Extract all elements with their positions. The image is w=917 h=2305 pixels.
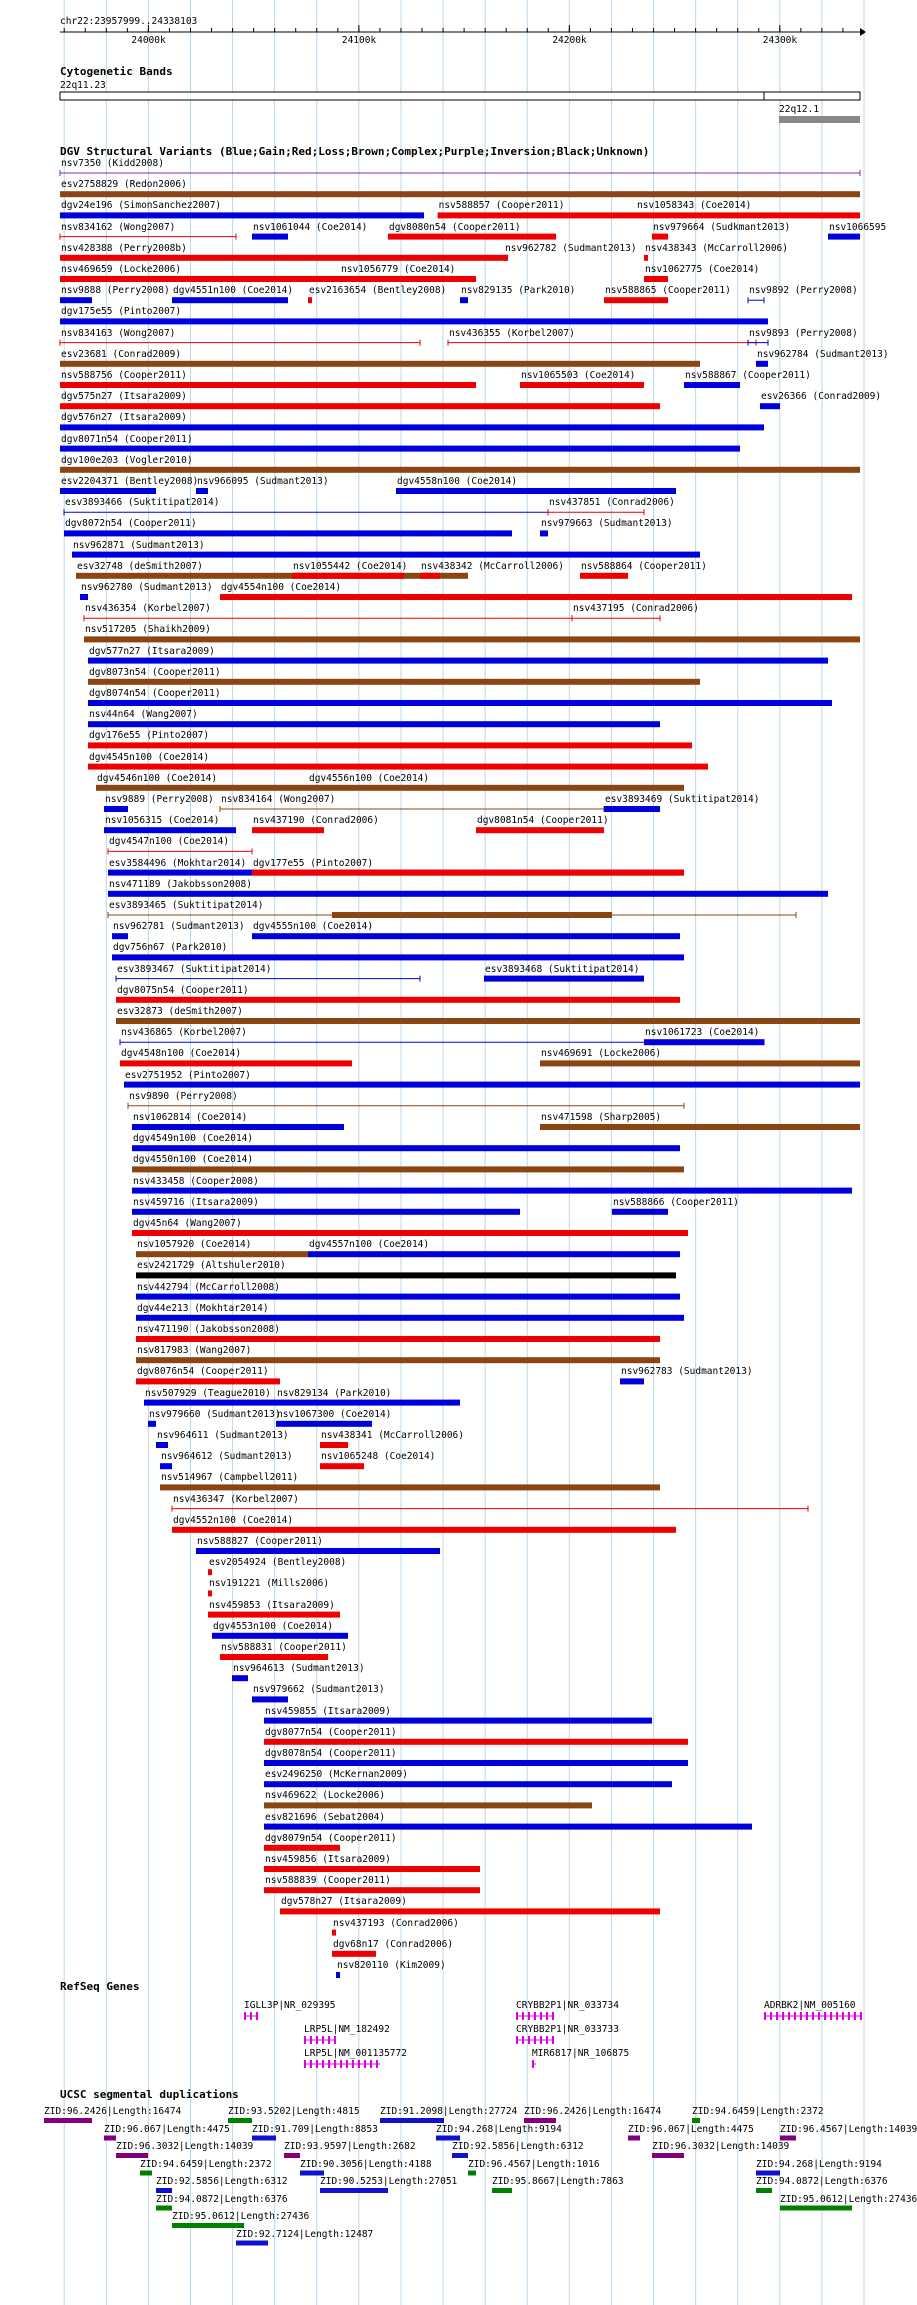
- dgv-variant-label[interactable]: nsv9889 (Perry2008): [105, 794, 214, 805]
- dgv-variant-label[interactable]: nsv459853 (Itsara2009): [209, 1599, 335, 1611]
- dgv-variant-label[interactable]: nsv1061044 (Coe2014): [253, 221, 368, 233]
- dgv-variant-label[interactable]: nsv962782 (Sudmant2013): [505, 242, 637, 254]
- ruler-tick-label[interactable]: 24000k: [131, 35, 166, 46]
- dgv-variant-label[interactable]: nsv9890 (Perry2008): [129, 1090, 238, 1102]
- dgv-variant-label[interactable]: nsv191221 (Mills2006): [209, 1578, 330, 1590]
- dgv-variant-label[interactable]: nsv588827 (Cooper2011): [197, 1536, 323, 1547]
- segdup-label[interactable]: ZID:92.7124|Length:12487: [236, 2228, 374, 2240]
- dgv-variant-label[interactable]: nsv507929 (Teague2010): [145, 1387, 271, 1399]
- dgv-variant-label[interactable]: dgv4554n100 (Coe2014): [221, 582, 342, 593]
- dgv-variant-label[interactable]: nsv966095 (Sudmant2013): [197, 476, 329, 487]
- segdup-label[interactable]: ZID:95.0612|Length:27436: [172, 2211, 310, 2222]
- dgv-variant-label[interactable]: nsv1062814 (Coe2014): [133, 1112, 248, 1123]
- cytoband-title: Cytogenetic Bands: [60, 65, 173, 78]
- dgv-variant-label[interactable]: nsv433458 (Cooper2008): [133, 1175, 259, 1187]
- dgv-variant-label[interactable]: dgv4555n100 (Coe2014): [253, 921, 374, 933]
- dgv-variant-label[interactable]: nsv1056315 (Coe2014): [105, 815, 220, 827]
- segdup-label[interactable]: ZID:94.0872|Length:6376: [756, 2176, 888, 2187]
- dgv-variant-label[interactable]: esv3893466 (Suktitipat2014): [65, 497, 220, 509]
- dgv-variant-label[interactable]: esv3893467 (Suktitipat2014): [117, 963, 272, 975]
- ruler-tick-label[interactable]: 24300k: [762, 35, 798, 46]
- dgv-variant-label[interactable]: esv32748 (deSmith2007): [77, 560, 203, 572]
- dgv-variant-label[interactable]: nsv471598 (Sharp2005): [541, 1112, 662, 1123]
- dgv-variant-label[interactable]: nsv471190 (Jakobsson2008): [137, 1324, 280, 1335]
- dgv-variant-label[interactable]: nsv588756 (Cooper2011): [61, 370, 187, 381]
- dgv-variant-label[interactable]: dgv4551n100 (Coe2014): [173, 285, 294, 297]
- dgv-variant-label[interactable]: nsv1062775 (Coe2014): [645, 264, 760, 275]
- dgv-variant-label[interactable]: dgv4558n100 (Coe2014): [397, 476, 518, 487]
- dgv-variant-label[interactable]: nsv834163 (Wong2007): [61, 327, 176, 339]
- dgv-variant-label[interactable]: nsv1067300 (Coe2014): [277, 1408, 392, 1420]
- dgv-variant-label[interactable]: dgv8075n54 (Cooper2011): [117, 984, 249, 996]
- dgv-variant-label[interactable]: nsv817983 (Wang2007): [137, 1345, 252, 1357]
- dgv-variant-label[interactable]: dgv8081n54 (Cooper2011): [477, 815, 609, 827]
- dgv-variant-label[interactable]: dgv8072n54 (Cooper2011): [65, 518, 197, 530]
- segdup-label[interactable]: ZID:92.5856|Length:6312: [156, 2176, 288, 2187]
- dgv-variant-label[interactable]: dgv8074n54 (Cooper2011): [89, 688, 221, 699]
- refseq-gene-label[interactable]: ADRBK2|NM_005160: [764, 2000, 856, 2011]
- dgv-variant-label[interactable]: dgv575n27 (Itsara2009): [61, 391, 187, 403]
- dgv-variant-label[interactable]: nsv588831 (Cooper2011): [221, 1642, 347, 1653]
- dgv-variant-label[interactable]: nsv962784 (Sudmant2013): [757, 348, 889, 360]
- dgv-variant-label[interactable]: dgv4552n100 (Coe2014): [173, 1514, 294, 1526]
- dgv-variant-label[interactable]: dgv24e196 (SimonSanchez2007): [61, 200, 222, 212]
- dgv-variant-label[interactable]: dgv4556n100 (Coe2014): [309, 772, 430, 784]
- dgv-variant-label[interactable]: nsv9893 (Perry2008): [749, 327, 858, 339]
- dgv-variant-label[interactable]: nsv436355 (Korbel2007): [449, 327, 575, 339]
- refseq-gene-label[interactable]: IGLL3P|NR_029395: [244, 2000, 336, 2011]
- dgv-variant-label[interactable]: nsv436347 (Korbel2007): [173, 1493, 299, 1505]
- refseq-track-title: RefSeq Genes: [60, 1980, 140, 1993]
- dgv-variant-label[interactable]: esv3893468 (Suktitipat2014): [485, 963, 640, 975]
- dgv-variant-label[interactable]: nsv471189 (Jakobsson2008): [109, 878, 252, 890]
- segdup-label[interactable]: ZID:94.6459|Length:2372: [140, 2158, 272, 2170]
- dgv-variant-label[interactable]: nsv588867 (Cooper2011): [685, 370, 811, 381]
- dgv-variant-label[interactable]: nsv1056779 (Coe2014): [341, 264, 456, 275]
- dgv-variant-label[interactable]: esv2751952 (Pinto2007): [125, 1069, 251, 1081]
- dgv-variant-label[interactable]: nsv588857 (Cooper2011): [438, 200, 565, 212]
- dgv-variant-label[interactable]: nsv1058343 (Coe2014): [637, 200, 752, 212]
- dgv-variant-label[interactable]: dgv8076n54 (Cooper2011): [137, 1366, 269, 1378]
- segdup-label[interactable]: ZID:96.3032|Length:14039: [652, 2141, 790, 2152]
- dgv-variant-label[interactable]: dgv8080n54 (Cooper2011): [389, 221, 521, 233]
- dgv-variant-label[interactable]: nsv438341 (McCarroll2006): [321, 1430, 464, 1441]
- dgv-variant-label[interactable]: nsv962781 (Sudmant2013): [113, 921, 245, 933]
- dgv-variant-label[interactable]: nsv588864 (Cooper2011): [581, 560, 707, 572]
- dgv-variant-label[interactable]: nsv1057920 (Coe2014): [137, 1239, 252, 1251]
- dgv-variant-label[interactable]: dgv8078n54 (Cooper2011): [265, 1748, 397, 1759]
- dgv-variant-label[interactable]: nsv588865 (Cooper2011): [605, 285, 731, 297]
- segdup-label[interactable]: ZID:91.2098|Length:27724: [380, 2106, 518, 2117]
- dgv-variant-label[interactable]: nsv437851 (Conrad2006): [549, 497, 675, 509]
- dgv-variant-label[interactable]: esv2204371 (Bentley2008): [61, 476, 199, 487]
- dgv-variant-label[interactable]: dgv756n67 (Park2010): [113, 942, 228, 954]
- dgv-variant-label[interactable]: nsv44n64 (Wang2007): [89, 709, 198, 721]
- segdup-label[interactable]: ZID:96.4567|Length:1016: [468, 2158, 600, 2170]
- segdup-label[interactable]: ZID:93.9597|Length:2682: [284, 2141, 416, 2152]
- refseq-gene-label[interactable]: LRP5L|NM_182492: [304, 2024, 390, 2035]
- segdup-label[interactable]: ZID:92.5856|Length:6312: [452, 2141, 584, 2152]
- dgv-variant-label[interactable]: dgv175e55 (Pinto2007): [61, 306, 182, 318]
- segdup-label[interactable]: ZID:94.268|Length:9194: [436, 2123, 562, 2135]
- dgv-variant-label[interactable]: nsv1065248 (Coe2014): [321, 1451, 436, 1463]
- segdup-label[interactable]: ZID:96.3032|Length:14039: [116, 2141, 254, 2152]
- segdup-label[interactable]: ZID:96.067|Length:4475: [628, 2123, 754, 2135]
- dgv-variant-label[interactable]: dgv4547n100 (Coe2014): [109, 836, 230, 848]
- dgv-variant-label[interactable]: dgv4546n100 (Coe2014): [97, 772, 218, 784]
- dgv-variant-label[interactable]: dgv8077n54 (Cooper2011): [265, 1726, 397, 1738]
- dgv-variant-label[interactable]: dgv177e55 (Pinto2007): [253, 857, 374, 869]
- dgv-variant-label[interactable]: nsv438342 (McCarroll2006): [421, 560, 564, 572]
- dgv-variant-label[interactable]: nsv1066595: [829, 221, 887, 233]
- dgv-variant-label[interactable]: nsv962780 (Sudmant2013): [81, 582, 213, 593]
- dgv-variant-label[interactable]: nsv7350 (Kidd2008): [61, 158, 164, 169]
- ruler-tick-label[interactable]: 24100k: [341, 35, 377, 46]
- dgv-variant-label[interactable]: dgv578n27 (Itsara2009): [281, 1896, 407, 1908]
- dgv-variant-label[interactable]: nsv820110 (Kim2009): [337, 1960, 446, 1971]
- dgv-variant-label[interactable]: nsv1061723 (Coe2014): [645, 1027, 760, 1039]
- dgv-variant-label[interactable]: esv2758829 (Redon2006): [61, 179, 187, 191]
- segdup-label[interactable]: ZID:90.3056|Length:4188: [300, 2158, 432, 2170]
- dgv-variant-label[interactable]: esv23681 (Conrad2009): [61, 348, 182, 360]
- segdup-label[interactable]: ZID:96.2426|Length:16474: [524, 2106, 662, 2117]
- dgv-variant-label[interactable]: nsv962783 (Sudmant2013): [621, 1366, 753, 1378]
- dgv-variant-label[interactable]: dgv4553n100 (Coe2014): [213, 1620, 334, 1632]
- dgv-variant-label[interactable]: esv3584496 (Mokhtar2014): [109, 857, 247, 869]
- refseq-gene-label[interactable]: MIR6817|NR_106875: [532, 2048, 630, 2059]
- segdup-label[interactable]: ZID:91.709|Length:8853: [252, 2123, 378, 2135]
- dgv-variant-label[interactable]: nsv1055442 (Coe2014): [293, 560, 408, 572]
- segdup-label[interactable]: ZID:96.2426|Length:16474: [44, 2106, 182, 2117]
- dgv-variant-label[interactable]: nsv979660 (Sudmant2013): [149, 1408, 281, 1420]
- dgv-variant-label[interactable]: esv2054924 (Bentley2008): [209, 1557, 347, 1569]
- dgv-variant-label[interactable]: nsv964613 (Sudmant2013): [233, 1663, 365, 1675]
- dgv-variant-label[interactable]: nsv588866 (Cooper2011): [613, 1196, 739, 1208]
- dgv-variant-label[interactable]: dgv8073n54 (Cooper2011): [89, 666, 221, 678]
- refseq-gene-label[interactable]: LRP5L|NM_001135772: [304, 2048, 407, 2059]
- dgv-variant-label[interactable]: esv821696 (Sebat2004): [265, 1811, 386, 1823]
- dgv-variant-label[interactable]: nsv437195 (Conrad2006): [573, 603, 699, 615]
- dgv-variant-label[interactable]: nsv459856 (Itsara2009): [265, 1854, 391, 1865]
- dgv-variant-label[interactable]: nsv962871 (Sudmant2013): [73, 539, 205, 551]
- dgv-variant-label[interactable]: nsv829135 (Park2010): [461, 285, 576, 297]
- dgv-variant-label[interactable]: nsv9888 (Perry2008): [61, 285, 170, 297]
- segdup-label[interactable]: ZID:94.6459|Length:2372: [692, 2106, 824, 2117]
- dgv-variant-label[interactable]: nsv964612 (Sudmant2013): [161, 1451, 293, 1463]
- dgv-variant-label[interactable]: nsv514967 (Campbell2011): [161, 1472, 299, 1484]
- dgv-variant-label[interactable]: nsv437193 (Conrad2006): [333, 1917, 459, 1929]
- dgv-variant-label[interactable]: nsv469691 (Locke2006): [541, 1048, 662, 1060]
- dgv-variant-label[interactable]: nsv436354 (Korbel2007): [85, 603, 211, 615]
- dgv-variant-label[interactable]: nsv469659 (Locke2006): [61, 264, 182, 275]
- refseq-gene-label[interactable]: CRYBB2P1|NR_033733: [516, 2024, 619, 2035]
- dgv-variant-label[interactable]: dgv4545n100 (Coe2014): [89, 751, 210, 763]
- segdup-label[interactable]: ZID:94.268|Length:9194: [756, 2158, 882, 2170]
- dgv-variant-label[interactable]: esv32873 (deSmith2007): [117, 1006, 243, 1017]
- dgv-variant-label[interactable]: dgv45n64 (Wang2007): [133, 1218, 242, 1229]
- dgv-variant-label[interactable]: dgv577n27 (Itsara2009): [89, 645, 215, 657]
- dgv-variant-label[interactable]: dgv44e213 (Mokhtar2014): [137, 1302, 269, 1314]
- dgv-variant-label[interactable]: nsv437190 (Conrad2006): [253, 815, 379, 827]
- cytoband-label-2: 22q12.1: [779, 104, 820, 115]
- dgv-variant-label[interactable]: nsv979662 (Sudmant2013): [253, 1684, 385, 1696]
- dgv-variant-label[interactable]: nsv438343 (McCarroll2006): [645, 242, 788, 254]
- dgv-variant-label[interactable]: nsv979663 (Sudmant2013): [541, 518, 673, 530]
- segdup-label[interactable]: ZID:94.0872|Length:6376: [156, 2193, 288, 2205]
- dgv-variant-label[interactable]: dgv4549n100 (Coe2014): [133, 1133, 254, 1145]
- dgv-variant-label[interactable]: nsv834164 (Wong2007): [221, 794, 336, 805]
- dgv-variant-label[interactable]: dgv176e55 (Pinto2007): [89, 730, 210, 742]
- dgv-variant-label[interactable]: dgv8079n54 (Cooper2011): [265, 1832, 397, 1844]
- dgv-variant-label[interactable]: nsv9892 (Perry2008): [749, 285, 858, 297]
- segdup-label[interactable]: ZID:93.5202|Length:4815: [228, 2106, 360, 2117]
- dgv-variant-label[interactable]: nsv442794 (McCarroll2008): [137, 1281, 280, 1293]
- dgv-variant-label[interactable]: esv3893465 (Suktitipat2014): [109, 900, 264, 911]
- dgv-variant-label[interactable]: nsv469622 (Locke2006): [265, 1790, 386, 1802]
- dgv-variant-label[interactable]: dgv8071n54 (Cooper2011): [61, 433, 193, 445]
- dgv-variant-label[interactable]: nsv1065503 (Coe2014): [521, 370, 636, 381]
- dgv-variant-label[interactable]: nsv834162 (Wong2007): [61, 221, 176, 233]
- segdup-label[interactable]: ZID:95.8667|Length:7863: [492, 2176, 624, 2187]
- ruler-tick-label[interactable]: 24200k: [552, 35, 587, 46]
- dgv-variant-label[interactable]: nsv829134 (Park2010): [277, 1387, 392, 1399]
- dgv-variant-label[interactable]: esv2496250 (McKernan2009): [265, 1769, 408, 1781]
- cytoband-label-1: 22q11.23: [60, 80, 106, 91]
- dgv-variant-label[interactable]: esv2163654 (Bentley2008): [309, 285, 447, 297]
- region-coordinates: chr22:23957999..24338103: [60, 16, 198, 27]
- dgv-variant-label[interactable]: esv3893469 (Suktitipat2014): [605, 794, 760, 805]
- dgv-variant-label[interactable]: nsv459716 (Itsara2009): [133, 1196, 259, 1208]
- segdup-label[interactable]: ZID:95.0612|Length:27436: [780, 2193, 917, 2205]
- dgv-variant-label[interactable]: dgv68n17 (Conrad2006): [333, 1938, 454, 1950]
- dgv-variant-label[interactable]: dgv4550n100 (Coe2014): [133, 1154, 254, 1166]
- dgv-variant-label[interactable]: dgv4548n100 (Coe2014): [121, 1048, 242, 1060]
- dgv-variant-label[interactable]: nsv517205 (Shaikh2009): [85, 624, 211, 636]
- dgv-variant-label[interactable]: esv2421729 (Altshuler2010): [137, 1260, 286, 1272]
- dgv-variant-label[interactable]: dgv4557n100 (Coe2014): [309, 1239, 430, 1251]
- dgv-variant-label[interactable]: nsv964611 (Sudmant2013): [157, 1430, 289, 1441]
- dgv-variant-label[interactable]: esv26366 (Conrad2009): [761, 391, 882, 403]
- dgv-variant-label[interactable]: dgv576n27 (Itsara2009): [61, 412, 187, 424]
- segdup-label[interactable]: ZID:96.4567|Length:14039: [780, 2123, 917, 2135]
- dgv-variant-label[interactable]: nsv588839 (Cooper2011): [265, 1875, 391, 1887]
- dgv-variant-label[interactable]: nsv979664 (Sudkmant2013): [653, 221, 791, 233]
- dgv-variant-label[interactable]: nsv459855 (Itsara2009): [265, 1705, 391, 1717]
- dgv-variant-label[interactable]: dgv100e203 (Vogler2010): [61, 454, 193, 466]
- segdup-label[interactable]: ZID:96.067|Length:4475: [104, 2123, 230, 2135]
- dgv-track-title: DGV Structural Variants (Blue;Gain;Red;Loss;Brown;Complex;Purple;Inversion;Black;Unknown): [60, 145, 650, 158]
- segdup-label[interactable]: ZID:90.5253|Length:27051: [320, 2176, 458, 2187]
- refseq-gene-label[interactable]: CRYBB2P1|NR_033734: [516, 2000, 619, 2011]
- dgv-variant-label[interactable]: nsv428388 (Perry2008b): [61, 242, 187, 254]
- dgv-variant-label[interactable]: nsv436865 (Korbel2007): [121, 1027, 247, 1039]
- segdup-track-title: UCSC segmental duplications: [60, 2088, 239, 2101]
